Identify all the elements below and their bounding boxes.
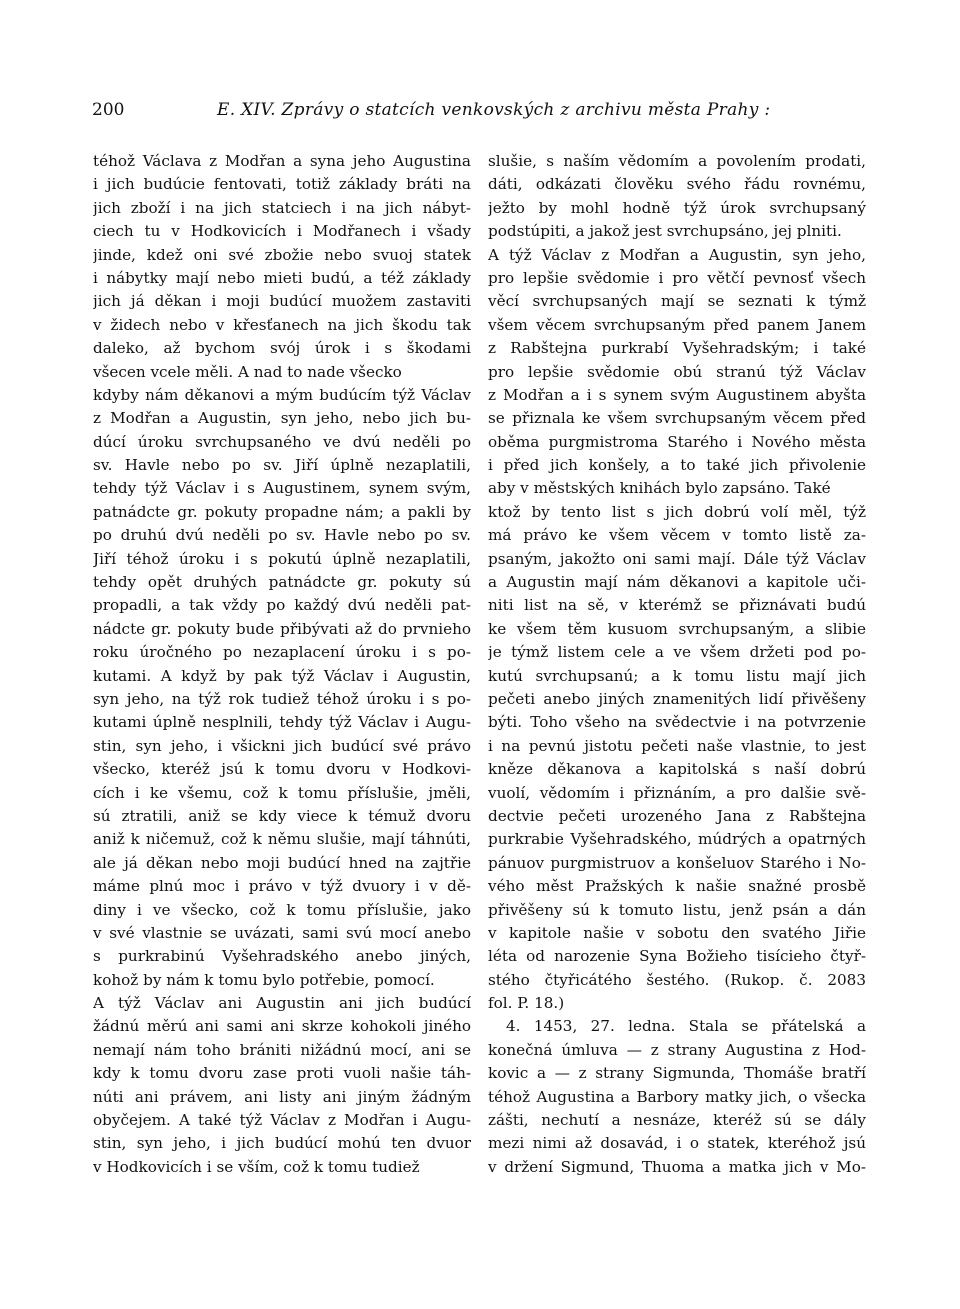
text-line: v kapitole našie v sobotu den svatého Jiřie [488, 923, 866, 942]
text-line: se přiznala ke všem svrchupsaným věcem před [488, 409, 866, 428]
text-line: věcí svrchupsaných mají se seznati k týmž [488, 292, 866, 311]
text-line: máme plnú moc i právo v týž dvuory i v dě- [93, 877, 471, 896]
right-column [488, 150, 866, 1179]
text-line: dúcí úroku svrchupsaného ve dvú neděli po [93, 432, 471, 451]
text-line: tehdy opět druhých patnádcte gr. pokuty sú [93, 573, 471, 592]
text-line: s purkrabinú Vyšehradského anebo jiných, [93, 947, 471, 966]
text-line: žádnú měrú ani sami ani skrze kohokoli jiného [93, 1017, 471, 1036]
text-line: v židech nebo v křesťanech na jich škodu tak [93, 315, 471, 334]
text-line: má právo ke všem věcem v tomto listě za- [488, 526, 866, 545]
text-line: pro lepšie svědomie i pro větčí pevnosť všech [488, 268, 866, 287]
text-line: jich já děkan i moji budúcí muožem zastaviti [93, 292, 471, 311]
text-line: konečná úmluva — z strany Augustina z Hod- [488, 1040, 866, 1059]
text-line: i před jich konšely, a to také jich přivolenie [488, 456, 866, 475]
text-line: obyčejem. A také týž Václav z Modřan i Augu- [93, 1111, 471, 1130]
text-line: z Modřan a i s synem svým Augustinem abyšta [488, 385, 866, 404]
text-line: býti. Toho všeho na svědectvie i na potvrzenie [488, 713, 866, 732]
text-line: sú ztratili, aniž se kdy viece k témuž dvoru [93, 806, 471, 825]
text-line: psaným, jakožto oni sami mají. Dále týž Václav [488, 549, 866, 568]
text-line: stin, syn jeho, i všickni jich budúcí své právo [93, 736, 471, 755]
text-line: kohož by nám k tomu bylo potřebie, pomocí. [93, 970, 435, 989]
page-header [92, 100, 872, 128]
text-line: zášti, nechutí a nesnáze, kteréž sú se dály [488, 1111, 866, 1130]
text-line: slušie, s naším vědomím a povolením prodati, [488, 152, 866, 170]
text-line: i jich budúcie fentovati, totiž základy bráti na [93, 175, 471, 194]
text-line: pánuov purgmistruov a konšeluov Starého i No- [488, 853, 866, 872]
text-line: A týž Václav ani Augustin ani jich budúcí [93, 994, 471, 1013]
text-line: oběma purgmistroma Starého i Nového města [488, 432, 866, 451]
text-line: dectvie pečeti urozeného Jana z Rabštejna [488, 806, 866, 825]
text-line: kdyby nám děkanovi a mým budúcím týž Václav [93, 385, 471, 404]
text-line: núti ani právem, ani listy ani jiným žádným [93, 1087, 471, 1106]
text-line: podstúpiti, a jakož jest svrchupsáno, jej plniti. [488, 222, 842, 241]
text-line: pro lepšie svědomie obú stranú týž Václav [488, 362, 866, 381]
text-line: vuolí, vědomím i přiznáním, a pro dalšie svě- [488, 783, 866, 802]
text-line: sv. Havle nebo po sv. Jiří úplně nezaplatili, [93, 456, 471, 475]
text-line: všem věcem svrchupsaným před panem Janem [488, 315, 866, 334]
text-line: dáti, odkázati člověku svého řádu rovnému, [488, 175, 866, 194]
text-line: i nábytky mají nebo mieti budú, a též základy [93, 268, 471, 287]
text-line: stin, syn jeho, i jich budúcí mohú ten dvuor [93, 1134, 471, 1153]
text-line: patnádcte gr. pokuty propadne nám; a pakli by [93, 502, 471, 521]
left-column [93, 150, 471, 1179]
text-line: aby v městských knihách bylo zapsáno. Také [488, 479, 831, 498]
text-line: téhož Václava z Modřan a syna jeho Augustina [93, 152, 471, 170]
text-line: mezi nimi až dosavád, i o statek, kteréhož jsú [488, 1134, 866, 1153]
text-line: kutú svrchupsanú; a k tomu listu mají jich [488, 666, 866, 685]
text-line: kdy k tomu dvoru zase proti vuoli našie táh- [93, 1064, 471, 1083]
text-line: roku úročného po nezaplacení úroku i s po- [93, 643, 471, 662]
text-line: kutami. A když by pak týž Václav i Augustin, [93, 666, 471, 685]
text-line: cích i ke všemu, což k tomu příslušie, jměli, [93, 783, 471, 802]
text-line: všecko, kteréž jsú k tomu dvoru v Hodkovi- [93, 760, 471, 779]
text-line: niti list na sě, v kterémž se přiznávati budú [488, 596, 866, 615]
text-line: ke všem těm kusuom svrchupsaným, a slibie [488, 619, 866, 638]
text-line: A týž Václav z Modřan a Augustin, syn jeho, [488, 245, 866, 264]
text-line: téhož Augustina a Barbory matky jich, o všecka [488, 1087, 866, 1106]
text-line: ježto by mohl hodně týž úrok svrchupsaný [488, 198, 866, 217]
text-line: jinde, kdež oni své zbožie nebo svuoj statek [93, 245, 471, 264]
text-line: je týmž listem cele a ve všem držeti pod po- [488, 643, 866, 662]
text-line: 4. 1453, 27. ledna. Stala se přátelská a [506, 1017, 866, 1036]
text-line: z Rabštejna purkrabí Vyšehradským; i také [488, 339, 866, 358]
text-line: v držení Sigmund, Thuoma a matka jich v Mo- [488, 1157, 866, 1176]
text-line: i na pevnú jistotu pečeti naše vlastnie, to jest [488, 736, 866, 755]
text-line: daleko, až bychom svój úrok i s škodami [93, 339, 471, 358]
text-line: po druhú dvú neděli po sv. Havle nebo po sv. [93, 526, 471, 545]
text-line: stého čtyřicátého šestého. (Rukop. č. 2083 [488, 970, 866, 989]
text-line: tehdy týž Václav i s Augustinem, synem svým, [93, 479, 471, 498]
page-number: 200 [92, 100, 125, 120]
text-line: z Modřan a Augustin, syn jeho, nebo jich bu- [93, 409, 471, 428]
text-line: všecen vcele měli. A nad to nade všecko [93, 362, 402, 381]
text-line: a Augustin mají nám děkanovi a kapitole uči- [488, 573, 866, 592]
text-line: kovic a — z strany Sigmunda, Thomáše bratří [488, 1064, 866, 1083]
text-line: nemají nám toho brániti nižádnú mocí, ani se [93, 1040, 471, 1059]
text-line: Jiří téhož úroku i s pokutú úplně nezaplatili, [93, 549, 471, 568]
text-line: propadli, a tak vždy po každý dvú neděli pat- [93, 596, 471, 615]
text-line: léta od narozenie Syna Božieho tisícieho čtyř- [488, 947, 866, 966]
text-line: vého měst Pražských k našie snažné prosbě [488, 877, 866, 896]
text-line: purkrabie Vyšehradského, múdrých a opatrných [488, 830, 866, 849]
text-line: v Hodkovicích i se vším, což k tomu tudiež [93, 1157, 420, 1176]
text-line: kněze děkanova a kapitolská s naší dobrú [488, 760, 866, 779]
text-line: syn jeho, na týž rok tudiež téhož úroku i s po- [93, 689, 471, 708]
text-line: fol. P. 18.) [488, 994, 565, 1013]
text-line: v své vlastnie se uvázati, sami svú mocí anebo [93, 923, 471, 942]
running-head: E. XIV. Zprávy o statcích venkovských z archivu města Prahy : [217, 100, 771, 120]
text-line: nádcte gr. pokuty bude přibývati až do prvnieho [93, 619, 471, 638]
text-line: aniž k ničemuž, což k němu slušie, mají táhnúti, [93, 830, 471, 849]
text-line: kutami úplně nesplnili, tehdy týž Václav i Augu- [93, 713, 471, 732]
text-line: diny i ve všecko, což k tomu příslušie, jako [93, 900, 471, 919]
text-line: jich zboží i na jich statciech i na jich nábyt- [93, 198, 471, 217]
text-line: ktož by tento list s jich dobrú volí měl, týž [488, 502, 866, 521]
text-line: přivěšeny sú k tomuto listu, jenž psán a dán [488, 900, 866, 919]
text-line: ciech tu v Hodkovicích i Modřanech i všady [93, 222, 471, 241]
text-line: ale já děkan nebo moji budúcí hned na zajtřie [93, 853, 471, 872]
text-line: pečeti anebo jiných znamenitých lidí přivěšeny [488, 689, 866, 708]
